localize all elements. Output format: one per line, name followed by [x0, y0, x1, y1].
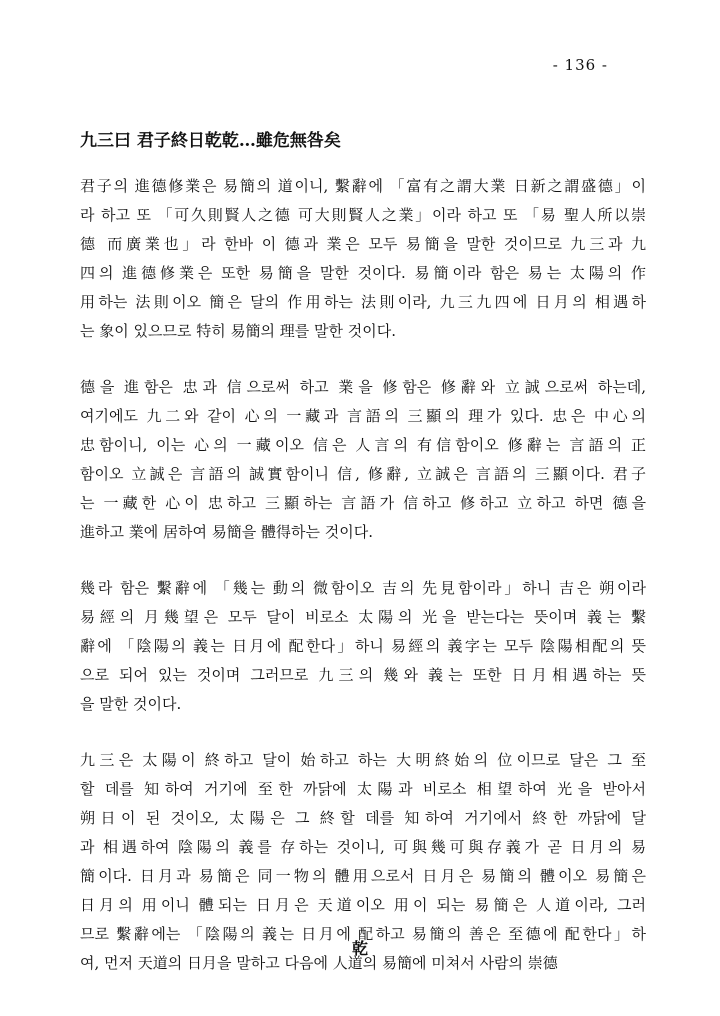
text-line: 朔日이 된 것이오, 太陽은 그 終할 데를 知하여 거기에서 終한 까닭에 달 — [80, 809, 646, 827]
text-line: 으로 되어 있는 것이며 그러므로 九三의 幾와 義는 또한 日月相遇하는 뜻 — [80, 666, 646, 684]
paragraph — [80, 373, 646, 547]
text-line: 함이오 立誠은 言語의 誠實함이니 信, 修辭, 立誠은 言語의 三顯이다. 君子 — [80, 465, 646, 483]
footer-label: 乾 — [351, 939, 368, 958]
text-line: 여, 먼저 天道의 日月을 말하고 다음에 人道의 易簡에 미쳐서 사람의 崇德 — [80, 954, 558, 972]
paragraph — [80, 574, 646, 719]
text-line: 을 말한 것이다. — [80, 695, 182, 713]
text-line: 四의 進德修業은 또한 易簡을 말한 것이다. 易簡이라 함은 易는 太陽의 作 — [80, 264, 646, 282]
text-line: 九三은 太陽이 終하고 달이 始하고 하는 大明終始의 位이므로 달은 그 至 — [80, 751, 646, 769]
text-line: 進하고 業에 居하여 易簡을 體得하는 것이다. — [80, 523, 374, 541]
text-line: 幾라 함은 繫辭에 「幾는 動의 微함이오 吉의 先見함이라」하니 吉은 朔이라 — [80, 579, 646, 597]
page-number: - 136 - — [552, 56, 608, 74]
text-line: 忠함이니, 이는 心의 一藏이오 信은 人言의 有信함이오 修辭는 言語의 正 — [80, 436, 646, 454]
text-line: 라 하고 또 「可久則賢人之德 可大則賢人之業」이라 하고 또 「易 聖人所以崇 — [80, 206, 646, 224]
text-line: 日月의 用이니 體되는 日月은 天道이오 用이 되는 易簡은 人道이라, 그러 — [80, 896, 646, 914]
section-heading: 九三曰 君子終日乾乾…雖危無咎矣 — [80, 131, 341, 151]
text-line: 德 而廣業也」라 한바 이 德과 業은 모두 易簡을 말한 것이므로 九三과 九 — [80, 235, 646, 253]
text-line: 여기에도 九二와 같이 心의 一藏과 言語의 三顯의 理가 있다. 忠은 中心의 — [80, 407, 646, 425]
body-text — [80, 172, 646, 1005]
text-line: 用하는 法則이오 簡은 달의 作用하는 法則이라, 九三九四에 日月의 相遇하 — [80, 293, 646, 311]
paragraph — [80, 172, 646, 346]
text-line: 할 데를 知하여 거기에 至한 까닭에 太陽과 비로소 相望하여 光을 받아서 — [80, 780, 646, 798]
text-line: 는 一藏한 心이 忠하고 三顯하는 言語가 信하고 修하고 立하고 하면 德을 — [80, 494, 646, 512]
text-line: 德을 進함은 忠과 信으로써 하고 業을 修함은 修辭와 立誠으로써 하는데, — [80, 378, 646, 396]
text-line: 辭에 「陰陽의 義는 日月에 配한다」하니 易經의 義字는 모두 陰陽相配의 뜻 — [80, 637, 646, 655]
text-line: 과 相遇하여 陰陽의 義를 存하는 것이니, 可與幾可與存義가 곧 日月의 易 — [80, 838, 646, 856]
text-line: 는 象이 있으므로 特히 易簡의 理를 말한 것이다. — [80, 322, 397, 340]
text-line: 易經의 月幾望은 모두 달이 비로소 太陽의 光을 받는다는 뜻이며 義는 繫 — [80, 608, 646, 626]
text-line: 簡이다. 日月과 易簡은 同一物의 體用으로서 日月은 易簡의 體이오 易簡은 — [80, 867, 646, 885]
text-line: 君子의 進德修業은 易簡의 道이니, 繫辭에 「富有之謂大業 日新之謂盛德」이 — [80, 177, 646, 195]
text-line: 므로 繫辭에는 「陰陽의 義는 日月에 配하고 易簡의 善은 至德에 配한다」하 — [80, 925, 646, 943]
